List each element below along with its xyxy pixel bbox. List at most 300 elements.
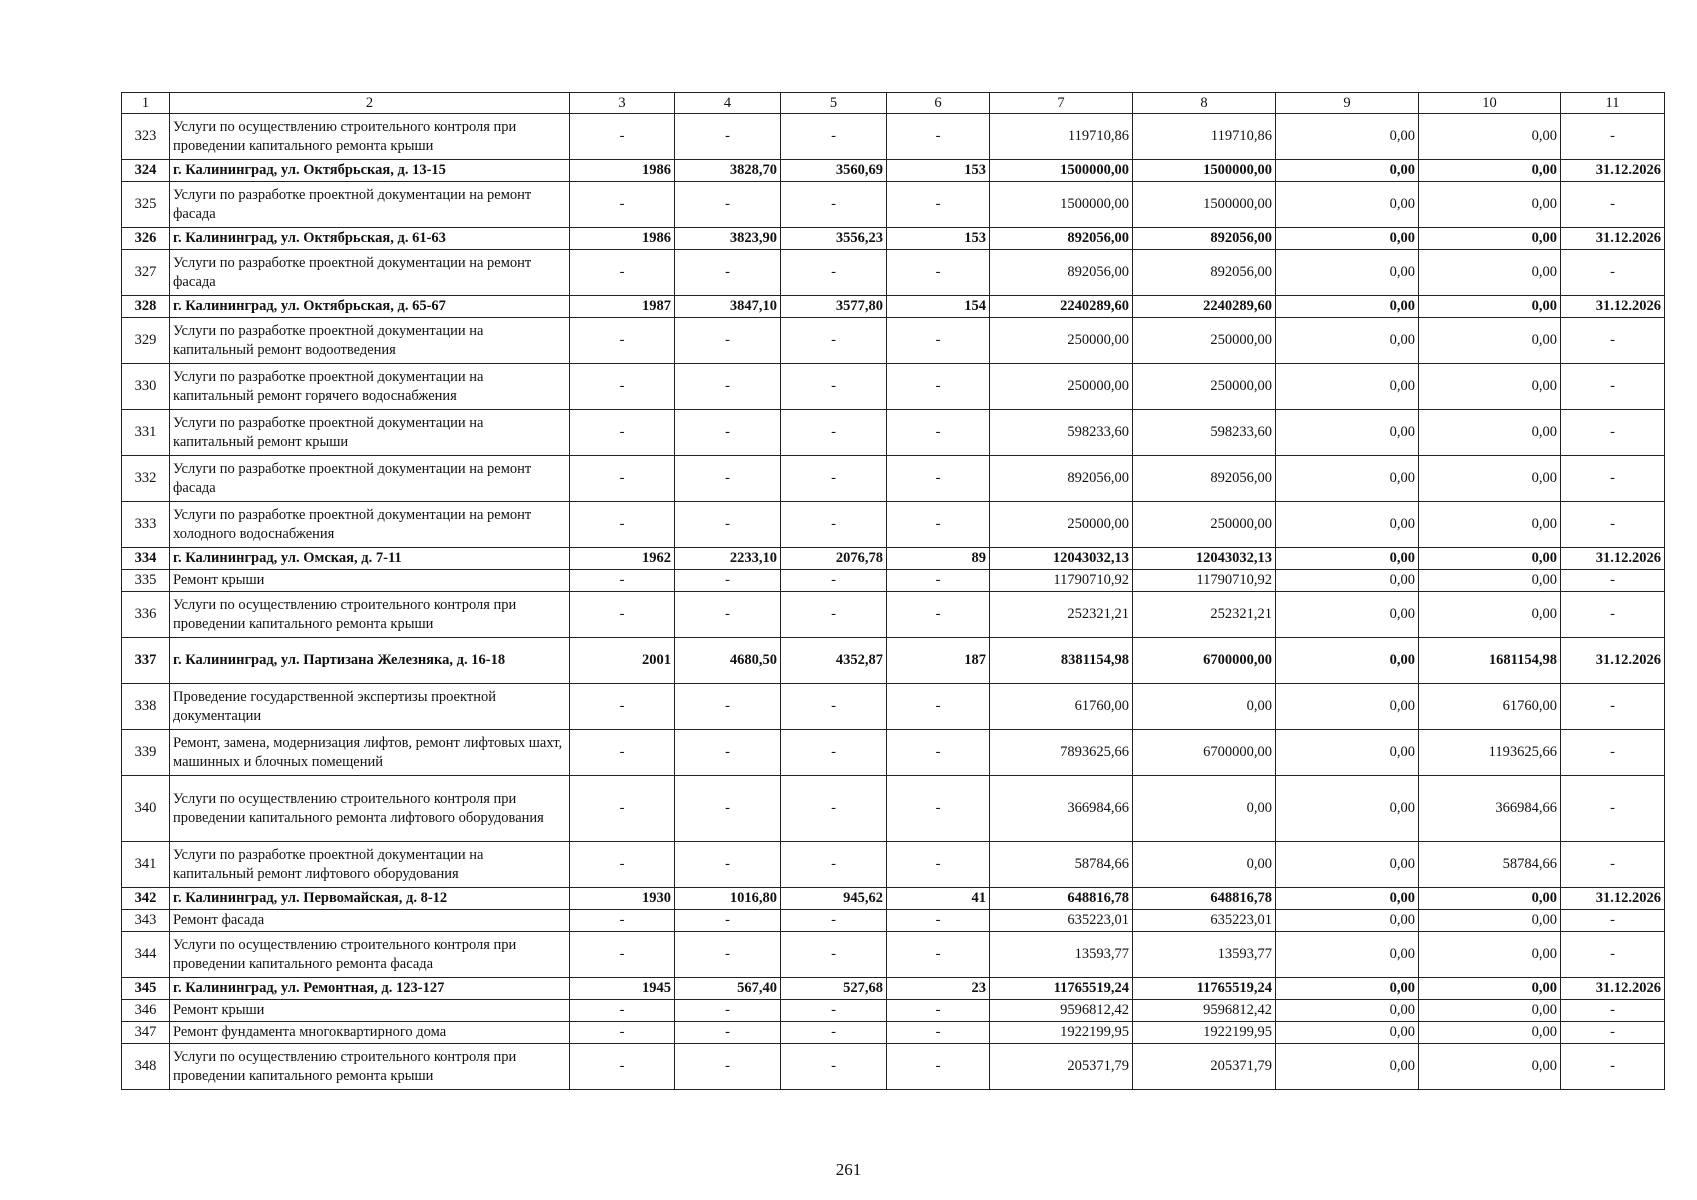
owners-cost-cell: 0,00	[1419, 160, 1561, 182]
row-number-cell: 337	[122, 638, 170, 684]
year-cell: -	[570, 1044, 675, 1090]
total-cost-cell: 11765519,24	[990, 978, 1133, 1000]
total-cost-cell: 7893625,66	[990, 730, 1133, 776]
area-total-cell: -	[675, 730, 781, 776]
total-cost-cell: 250000,00	[990, 318, 1133, 364]
area-living-cell: -	[781, 932, 887, 978]
description-cell: г. Калининград, ул. Октябрьская, д. 13-15	[170, 160, 570, 182]
total-cost-cell: 119710,86	[990, 114, 1133, 160]
fund-cost-cell: 11765519,24	[1133, 978, 1276, 1000]
deadline-cell: -	[1561, 910, 1665, 932]
fund-cost-cell: 13593,77	[1133, 932, 1276, 978]
address-row	[122, 548, 1665, 570]
budget-cost-cell: 0,00	[1276, 842, 1419, 888]
area-total-cell: -	[675, 410, 781, 456]
row-number-cell: 328	[122, 296, 170, 318]
deadline-cell: 31.12.2026	[1561, 228, 1665, 250]
budget-cost-cell: 0,00	[1276, 318, 1419, 364]
description-cell: г. Калининград, ул. Октябрьская, д. 65-67	[170, 296, 570, 318]
deadline-cell: 31.12.2026	[1561, 638, 1665, 684]
address-row	[122, 978, 1665, 1000]
owners-cost-cell: 0,00	[1419, 228, 1561, 250]
year-cell: 1986	[570, 160, 675, 182]
total-cost-cell: 9596812,42	[990, 1000, 1133, 1022]
description-cell: Услуги по разработке проектной документации на капитальный ремонт водоотведения	[170, 318, 570, 364]
area-living-cell: -	[781, 364, 887, 410]
year-cell: -	[570, 456, 675, 502]
total-cost-cell: 892056,00	[990, 228, 1133, 250]
work-item-row	[122, 182, 1665, 228]
budget-cost-cell: 0,00	[1276, 684, 1419, 730]
deadline-cell: 31.12.2026	[1561, 296, 1665, 318]
owners-cost-cell: 366984,66	[1419, 776, 1561, 842]
description-cell: Услуги по осуществлению строительного контроля при проведении капитального ремонта крыши	[170, 1044, 570, 1090]
description-cell: Услуги по разработке проектной документации на капитальный ремонт крыши	[170, 410, 570, 456]
row-number-cell: 335	[122, 570, 170, 592]
owners-cost-cell: 0,00	[1419, 114, 1561, 160]
residents-cell: -	[887, 364, 990, 410]
row-number-cell: 340	[122, 776, 170, 842]
residents-cell: -	[887, 182, 990, 228]
deadline-cell: -	[1561, 1000, 1665, 1022]
year-cell: -	[570, 932, 675, 978]
area-living-cell: -	[781, 250, 887, 296]
column-number-cell: 2	[170, 93, 570, 114]
area-total-cell: -	[675, 1000, 781, 1022]
deadline-cell: -	[1561, 932, 1665, 978]
page-number: 261	[835, 1160, 862, 1179]
row-number-cell: 325	[122, 182, 170, 228]
total-cost-cell: 892056,00	[990, 250, 1133, 296]
budget-cost-cell: 0,00	[1276, 502, 1419, 548]
work-item-row	[122, 1000, 1665, 1022]
area-total-cell: -	[675, 842, 781, 888]
description-cell: Услуги по разработке проектной документации на ремонт холодного водоснабжения	[170, 502, 570, 548]
column-number-cell: 7	[990, 93, 1133, 114]
owners-cost-cell: 0,00	[1419, 456, 1561, 502]
area-living-cell: -	[781, 114, 887, 160]
row-number-cell: 346	[122, 1000, 170, 1022]
row-number-cell: 334	[122, 548, 170, 570]
area-total-cell: -	[675, 570, 781, 592]
work-item-row	[122, 730, 1665, 776]
residents-cell: -	[887, 1000, 990, 1022]
year-cell: -	[570, 1000, 675, 1022]
total-cost-cell: 61760,00	[990, 684, 1133, 730]
area-total-cell: 567,40	[675, 978, 781, 1000]
total-cost-cell: 1500000,00	[990, 182, 1133, 228]
budget-cost-cell: 0,00	[1276, 570, 1419, 592]
deadline-cell: -	[1561, 114, 1665, 160]
budget-cost-cell: 0,00	[1276, 548, 1419, 570]
budget-cost-cell: 0,00	[1276, 228, 1419, 250]
total-cost-cell: 252321,21	[990, 592, 1133, 638]
owners-cost-cell: 0,00	[1419, 910, 1561, 932]
address-row	[122, 638, 1665, 684]
owners-cost-cell: 1193625,66	[1419, 730, 1561, 776]
row-number-cell: 347	[122, 1022, 170, 1044]
total-cost-cell: 250000,00	[990, 502, 1133, 548]
row-number-cell: 329	[122, 318, 170, 364]
description-cell: Ремонт, замена, модернизация лифтов, ремонт лифтовых шахт, машинных и блочных помещений	[170, 730, 570, 776]
area-total-cell: -	[675, 456, 781, 502]
column-number-cell: 10	[1419, 93, 1561, 114]
fund-cost-cell: 0,00	[1133, 684, 1276, 730]
budget-cost-cell: 0,00	[1276, 978, 1419, 1000]
work-item-row	[122, 570, 1665, 592]
area-total-cell: -	[675, 776, 781, 842]
fund-cost-cell: 598233,60	[1133, 410, 1276, 456]
year-cell: 1945	[570, 978, 675, 1000]
fund-cost-cell: 250000,00	[1133, 502, 1276, 548]
owners-cost-cell: 0,00	[1419, 888, 1561, 910]
deadline-cell: -	[1561, 456, 1665, 502]
row-number-cell: 332	[122, 456, 170, 502]
row-number-cell: 345	[122, 978, 170, 1000]
description-cell: Ремонт крыши	[170, 570, 570, 592]
owners-cost-cell: 0,00	[1419, 978, 1561, 1000]
row-number-cell: 330	[122, 364, 170, 410]
address-row	[122, 888, 1665, 910]
area-living-cell: -	[781, 910, 887, 932]
owners-cost-cell: 0,00	[1419, 1022, 1561, 1044]
total-cost-cell: 58784,66	[990, 842, 1133, 888]
owners-cost-cell: 0,00	[1419, 364, 1561, 410]
area-living-cell: 3560,69	[781, 160, 887, 182]
work-item-row	[122, 250, 1665, 296]
description-cell: Услуги по разработке проектной документации на ремонт фасада	[170, 456, 570, 502]
fund-cost-cell: 648816,78	[1133, 888, 1276, 910]
area-living-cell: 2076,78	[781, 548, 887, 570]
area-living-cell: -	[781, 730, 887, 776]
description-cell: г. Калининград, ул. Первомайская, д. 8-12	[170, 888, 570, 910]
register-table	[121, 92, 1665, 1090]
year-cell: -	[570, 114, 675, 160]
residents-cell: -	[887, 1044, 990, 1090]
owners-cost-cell: 0,00	[1419, 592, 1561, 638]
year-cell: 1930	[570, 888, 675, 910]
fund-cost-cell: 6700000,00	[1133, 638, 1276, 684]
work-item-row	[122, 776, 1665, 842]
deadline-cell: -	[1561, 410, 1665, 456]
year-cell: -	[570, 592, 675, 638]
residents-cell: 153	[887, 228, 990, 250]
area-living-cell: -	[781, 592, 887, 638]
row-number-cell: 348	[122, 1044, 170, 1090]
owners-cost-cell: 1681154,98	[1419, 638, 1561, 684]
fund-cost-cell: 0,00	[1133, 842, 1276, 888]
area-total-cell: 3828,70	[675, 160, 781, 182]
description-cell: Услуги по осуществлению строительного контроля при проведении капитального ремонта крыши	[170, 592, 570, 638]
owners-cost-cell: 0,00	[1419, 570, 1561, 592]
deadline-cell: -	[1561, 1022, 1665, 1044]
deadline-cell: -	[1561, 318, 1665, 364]
row-number-cell: 331	[122, 410, 170, 456]
address-row	[122, 160, 1665, 182]
residents-cell: -	[887, 932, 990, 978]
year-cell: -	[570, 410, 675, 456]
residents-cell: -	[887, 502, 990, 548]
budget-cost-cell: 0,00	[1276, 114, 1419, 160]
description-cell: г. Калининград, ул. Ремонтная, д. 123-127	[170, 978, 570, 1000]
work-item-row	[122, 592, 1665, 638]
column-number-cell: 11	[1561, 93, 1665, 114]
fund-cost-cell: 892056,00	[1133, 456, 1276, 502]
deadline-cell: 31.12.2026	[1561, 888, 1665, 910]
owners-cost-cell: 0,00	[1419, 250, 1561, 296]
budget-cost-cell: 0,00	[1276, 888, 1419, 910]
budget-cost-cell: 0,00	[1276, 638, 1419, 684]
description-cell: Услуги по осуществлению строительного контроля при проведении капитального ремонта крыши	[170, 114, 570, 160]
area-living-cell: -	[781, 1044, 887, 1090]
owners-cost-cell: 0,00	[1419, 318, 1561, 364]
area-total-cell: 4680,50	[675, 638, 781, 684]
deadline-cell: -	[1561, 776, 1665, 842]
residents-cell: 89	[887, 548, 990, 570]
budget-cost-cell: 0,00	[1276, 456, 1419, 502]
row-number-cell: 327	[122, 250, 170, 296]
area-living-cell: -	[781, 410, 887, 456]
area-living-cell: -	[781, 502, 887, 548]
address-row	[122, 296, 1665, 318]
residents-cell: -	[887, 570, 990, 592]
area-living-cell: 3556,23	[781, 228, 887, 250]
description-cell: Услуги по разработке проектной документации на ремонт фасада	[170, 250, 570, 296]
fund-cost-cell: 250000,00	[1133, 364, 1276, 410]
total-cost-cell: 892056,00	[990, 456, 1133, 502]
work-item-row	[122, 502, 1665, 548]
budget-cost-cell: 0,00	[1276, 776, 1419, 842]
column-number-row	[122, 93, 1665, 114]
year-cell: -	[570, 182, 675, 228]
residents-cell: 41	[887, 888, 990, 910]
description-cell: г. Калининград, ул. Омская, д. 7-11	[170, 548, 570, 570]
row-number-cell: 341	[122, 842, 170, 888]
year-cell: -	[570, 318, 675, 364]
budget-cost-cell: 0,00	[1276, 910, 1419, 932]
table-body	[122, 93, 1665, 1090]
area-total-cell: -	[675, 932, 781, 978]
total-cost-cell: 366984,66	[990, 776, 1133, 842]
area-total-cell: -	[675, 684, 781, 730]
work-item-row	[122, 1022, 1665, 1044]
residents-cell: -	[887, 910, 990, 932]
address-row	[122, 228, 1665, 250]
work-item-row	[122, 364, 1665, 410]
residents-cell: 153	[887, 160, 990, 182]
year-cell: -	[570, 776, 675, 842]
budget-cost-cell: 0,00	[1276, 1022, 1419, 1044]
deadline-cell: -	[1561, 570, 1665, 592]
area-living-cell: -	[781, 1022, 887, 1044]
row-number-cell: 338	[122, 684, 170, 730]
year-cell: -	[570, 684, 675, 730]
work-item-row	[122, 318, 1665, 364]
total-cost-cell: 250000,00	[990, 364, 1133, 410]
row-number-cell: 339	[122, 730, 170, 776]
owners-cost-cell: 0,00	[1419, 182, 1561, 228]
owners-cost-cell: 0,00	[1419, 1044, 1561, 1090]
area-living-cell: 527,68	[781, 978, 887, 1000]
deadline-cell: 31.12.2026	[1561, 160, 1665, 182]
area-living-cell: -	[781, 570, 887, 592]
row-number-cell: 324	[122, 160, 170, 182]
budget-cost-cell: 0,00	[1276, 250, 1419, 296]
work-item-row	[122, 842, 1665, 888]
year-cell: -	[570, 502, 675, 548]
total-cost-cell: 205371,79	[990, 1044, 1133, 1090]
work-item-row	[122, 932, 1665, 978]
fund-cost-cell: 11790710,92	[1133, 570, 1276, 592]
description-cell: г. Калининград, ул. Партизана Железняка, д. 16-18	[170, 638, 570, 684]
area-total-cell: -	[675, 592, 781, 638]
total-cost-cell: 1500000,00	[990, 160, 1133, 182]
fund-cost-cell: 205371,79	[1133, 1044, 1276, 1090]
residents-cell: -	[887, 1022, 990, 1044]
fund-cost-cell: 12043032,13	[1133, 548, 1276, 570]
area-living-cell: -	[781, 182, 887, 228]
area-total-cell: -	[675, 910, 781, 932]
description-cell: Ремонт фундамента многоквартирного дома	[170, 1022, 570, 1044]
budget-cost-cell: 0,00	[1276, 592, 1419, 638]
fund-cost-cell: 0,00	[1133, 776, 1276, 842]
column-number-cell: 9	[1276, 93, 1419, 114]
residents-cell: -	[887, 684, 990, 730]
deadline-cell: -	[1561, 364, 1665, 410]
year-cell: -	[570, 250, 675, 296]
deadline-cell: -	[1561, 730, 1665, 776]
area-living-cell: 4352,87	[781, 638, 887, 684]
work-item-row	[122, 910, 1665, 932]
area-living-cell: -	[781, 776, 887, 842]
owners-cost-cell: 0,00	[1419, 296, 1561, 318]
year-cell: 1987	[570, 296, 675, 318]
deadline-cell: -	[1561, 250, 1665, 296]
owners-cost-cell: 0,00	[1419, 1000, 1561, 1022]
total-cost-cell: 635223,01	[990, 910, 1133, 932]
owners-cost-cell: 0,00	[1419, 548, 1561, 570]
deadline-cell: 31.12.2026	[1561, 548, 1665, 570]
area-living-cell: -	[781, 684, 887, 730]
total-cost-cell: 648816,78	[990, 888, 1133, 910]
column-number-cell: 6	[887, 93, 990, 114]
budget-cost-cell: 0,00	[1276, 932, 1419, 978]
year-cell: 1962	[570, 548, 675, 570]
budget-cost-cell: 0,00	[1276, 730, 1419, 776]
fund-cost-cell: 252321,21	[1133, 592, 1276, 638]
fund-cost-cell: 1500000,00	[1133, 182, 1276, 228]
area-total-cell: 3847,10	[675, 296, 781, 318]
residents-cell: -	[887, 114, 990, 160]
year-cell: -	[570, 910, 675, 932]
budget-cost-cell: 0,00	[1276, 364, 1419, 410]
column-number-cell: 8	[1133, 93, 1276, 114]
deadline-cell: -	[1561, 842, 1665, 888]
description-cell: Проведение государственной экспертизы проектной документации	[170, 684, 570, 730]
year-cell: -	[570, 842, 675, 888]
description-cell: Ремонт крыши	[170, 1000, 570, 1022]
total-cost-cell: 12043032,13	[990, 548, 1133, 570]
budget-cost-cell: 0,00	[1276, 296, 1419, 318]
owners-cost-cell: 0,00	[1419, 932, 1561, 978]
deadline-cell: -	[1561, 592, 1665, 638]
budget-cost-cell: 0,00	[1276, 1044, 1419, 1090]
row-number-cell: 333	[122, 502, 170, 548]
residents-cell: -	[887, 730, 990, 776]
total-cost-cell: 11790710,92	[990, 570, 1133, 592]
description-cell: г. Калининград, ул. Октябрьская, д. 61-63	[170, 228, 570, 250]
deadline-cell: 31.12.2026	[1561, 978, 1665, 1000]
column-number-cell: 5	[781, 93, 887, 114]
year-cell: -	[570, 364, 675, 410]
residents-cell: -	[887, 592, 990, 638]
residents-cell: -	[887, 410, 990, 456]
residents-cell: -	[887, 776, 990, 842]
total-cost-cell: 13593,77	[990, 932, 1133, 978]
area-living-cell: 3577,80	[781, 296, 887, 318]
budget-cost-cell: 0,00	[1276, 410, 1419, 456]
area-total-cell: -	[675, 114, 781, 160]
fund-cost-cell: 119710,86	[1133, 114, 1276, 160]
work-item-row	[122, 1044, 1665, 1090]
area-living-cell: -	[781, 318, 887, 364]
work-item-row	[122, 684, 1665, 730]
deadline-cell: -	[1561, 502, 1665, 548]
year-cell: -	[570, 730, 675, 776]
fund-cost-cell: 1500000,00	[1133, 160, 1276, 182]
fund-cost-cell: 892056,00	[1133, 250, 1276, 296]
area-total-cell: -	[675, 364, 781, 410]
area-total-cell: -	[675, 1022, 781, 1044]
total-cost-cell: 2240289,60	[990, 296, 1133, 318]
area-total-cell: -	[675, 502, 781, 548]
fund-cost-cell: 6700000,00	[1133, 730, 1276, 776]
budget-cost-cell: 0,00	[1276, 160, 1419, 182]
work-item-row	[122, 410, 1665, 456]
area-total-cell: 3823,90	[675, 228, 781, 250]
column-number-cell: 4	[675, 93, 781, 114]
work-item-row	[122, 114, 1665, 160]
deadline-cell: -	[1561, 182, 1665, 228]
area-total-cell: 1016,80	[675, 888, 781, 910]
year-cell: -	[570, 1022, 675, 1044]
owners-cost-cell: 0,00	[1419, 410, 1561, 456]
area-living-cell: 945,62	[781, 888, 887, 910]
fund-cost-cell: 9596812,42	[1133, 1000, 1276, 1022]
residents-cell: 187	[887, 638, 990, 684]
total-cost-cell: 598233,60	[990, 410, 1133, 456]
row-number-cell: 336	[122, 592, 170, 638]
year-cell: 1986	[570, 228, 675, 250]
row-number-cell: 323	[122, 114, 170, 160]
fund-cost-cell: 1922199,95	[1133, 1022, 1276, 1044]
total-cost-cell: 1922199,95	[990, 1022, 1133, 1044]
row-number-cell: 343	[122, 910, 170, 932]
description-cell: Услуги по разработке проектной документации на капитальный ремонт горячего водоснабжения	[170, 364, 570, 410]
row-number-cell: 326	[122, 228, 170, 250]
fund-cost-cell: 250000,00	[1133, 318, 1276, 364]
fund-cost-cell: 635223,01	[1133, 910, 1276, 932]
column-number-cell: 3	[570, 93, 675, 114]
area-living-cell: -	[781, 842, 887, 888]
residents-cell: -	[887, 456, 990, 502]
deadline-cell: -	[1561, 1044, 1665, 1090]
year-cell: 2001	[570, 638, 675, 684]
fund-cost-cell: 2240289,60	[1133, 296, 1276, 318]
total-cost-cell: 8381154,98	[990, 638, 1133, 684]
area-total-cell: -	[675, 250, 781, 296]
owners-cost-cell: 58784,66	[1419, 842, 1561, 888]
